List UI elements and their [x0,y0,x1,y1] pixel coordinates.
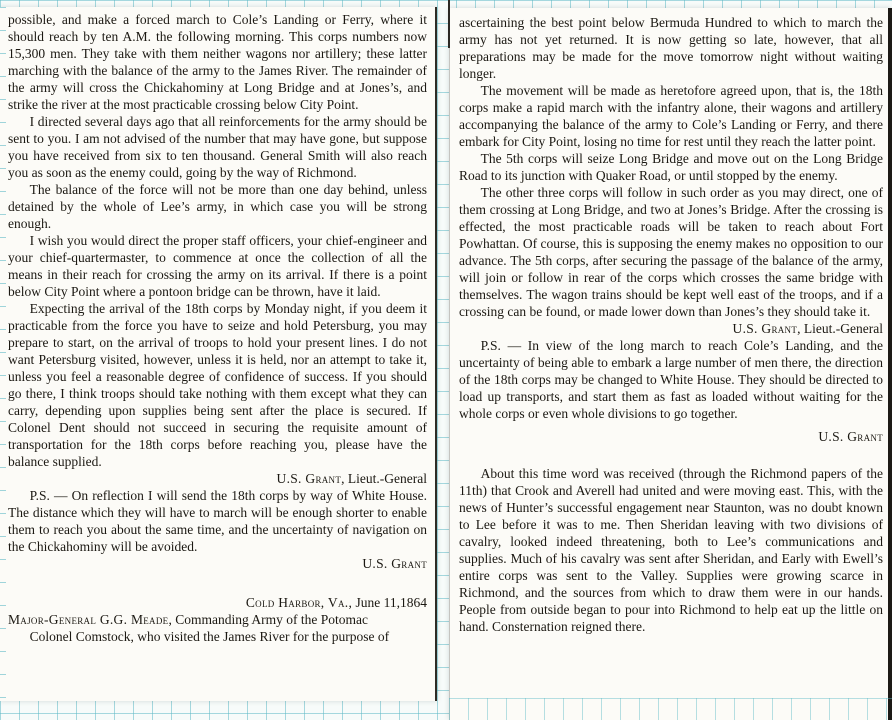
signature-name: U.S. Grant [818,429,883,444]
addressee-title: , Commanding Army of the Potomac [168,612,368,627]
paragraph: I directed several days ago that all reinforcements for the army should be sent to you. I am not advised of the number that may have gone, but suppose you have received from six to ten thousand. General Smith will also reach you as soon as the enemy could, going by the way of Richmond. [8,114,427,180]
graph-paper-edge-stubs [0,7,6,701]
addressee-name: Major-General G.G. Meade [8,612,169,627]
paragraph: The other three corps will follow in such order as you may direct, one of them crossing at Long Bridge, and two at Jones’s Bridge. After the crossing is effected, the most practicable roads will be taken to reach about Fort Powhattan. Of course, this is supposing the enemy makes no opposition to our advance. The 5th corps, after securing the passage of the balance of the army, will join or follow in rear of the corps which crosses the same bridge with themselves. The wagon trains should be kept well east of the troops, and if a crossing can be found, or made lower down than Jones’s they should take it. [459,185,883,319]
signature-name: U.S. Grant [362,556,427,571]
address-line [8,611,427,628]
postscript: P.S. — In view of the long march to reach Cole’s Landing, and the uncertainty of being able to embark a large number of men there, the direction of the 18th corps may be changed to White House. They should be directed to load up transports, and start them as fast as loaded without waiting for the whole corps or even whole divisions to go together. [459,338,883,421]
paragraph: The movement will be made as heretofore agreed upon, that is, the 18th corps make a rapid march with the infantry alone, their wagons and artillery accompanying the balance of the army to Cole’s Landing or Ferry, and there embark for City Point, losing no time for rest until they reach the latter point. [459,83,883,149]
paragraph: About this time word was received (through the Richmond papers of the 11th) that Crook and Averell had united and were moving east. This, with the news of Hunter’s successful engagement near Staunton, was no doubt known to Lee before it was to me. Then Sheridan leaving with two divisions of cavalry, looked indeed threatening, both to Lee’s communications and supplies. Much of his cavalry was sent after Sheridan, and Early with Ewell’s entire corps was sent to the Valley. Supplies were growing scarce in Richmond, and the sources from which to draw them were in our hands. People from outside began to pour into Richmond to help eat up the little on hand. Consternation reigned there. [459,466,883,634]
signature-line [8,555,427,572]
signature-line [8,470,427,487]
paragraph: Colonel Comstock, who visited the James River for the purpose of [29,629,390,644]
dateline-place: Cold Harbor, Va., [245,595,353,610]
right-column [449,8,892,720]
signature-title: , Lieut.-General [797,321,883,336]
paragraph-continuation: possible, and make a forced march to Cole’s Landing or Ferry, where it should reach by ten A.M. the following morning. This corps numbers now 15,300 men. They take with them neither wagons nor artillery; these latter marching with the balance of the army to the James River. The remainder of the army will cross the Chickahominy at Long Bridge and at Jones’s, and strike the river at the most practicable crossing below City Point. [8,12,427,112]
signature-line [459,428,883,445]
paragraph: The 5th corps will seize Long Bridge and move out on the Long Bridge Road to its junction with Quaker Road, or until stopped by the enemy. [459,151,883,183]
signature-title: , Lieut.-General [341,471,427,486]
left-column [0,7,437,701]
paragraph: Expecting the arrival of the 18th corps by Monday night, if you deem it practicable from the force you have to seize and hold Petersburg, you may prepare to start, on the arrival of troops to hold your present lines. I do not want Petersburg visited, however, unless it is held, nor an attempt to take it, unless you feel a reasonable degree of confidence of success. If you should go there, I think troops should take nothing with them except what they can carry, depending upon supplies being sent after the place is secured. If Colonel Dent should not succeed in securing the requisite amount of transportation for the 18th corps before reaching you, please have the balance supplied. [8,301,427,469]
postscript: P.S. — On reflection I will send the 18th corps by way of White House. The distance which they will have to march will be enough shorter to enable them to reach you about the same time, and the uncertainty of navigation on the Chickahominy will be avoided. [8,488,427,554]
dateline [8,594,427,611]
paragraph: I wish you would direct the proper staff officers, your chief-engineer and your chief-quartermaster, to commence at once the collection of all the means in their reach for crossing the army on its arrival. If there is a point below City Point where a pontoon bridge can be thrown, have it laid. [8,233,427,299]
paragraph: The balance of the force will not be more than one day behind, unless detained by the whole of Lee’s army, in which case you will be strong enough. [8,182,427,231]
paragraph-continuation: ascertaining the best point below Bermuda Hundred to which to march the army has not yet returned. It is now getting so late, however, that all preparations may be made for the move tomorrow night without waiting longer. [459,15,883,81]
signature-name: U.S. Grant [732,321,798,336]
signature-line [459,320,883,337]
dateline-date: June 11,1864 [352,595,427,610]
signature-name: U.S. Grant [276,471,342,486]
